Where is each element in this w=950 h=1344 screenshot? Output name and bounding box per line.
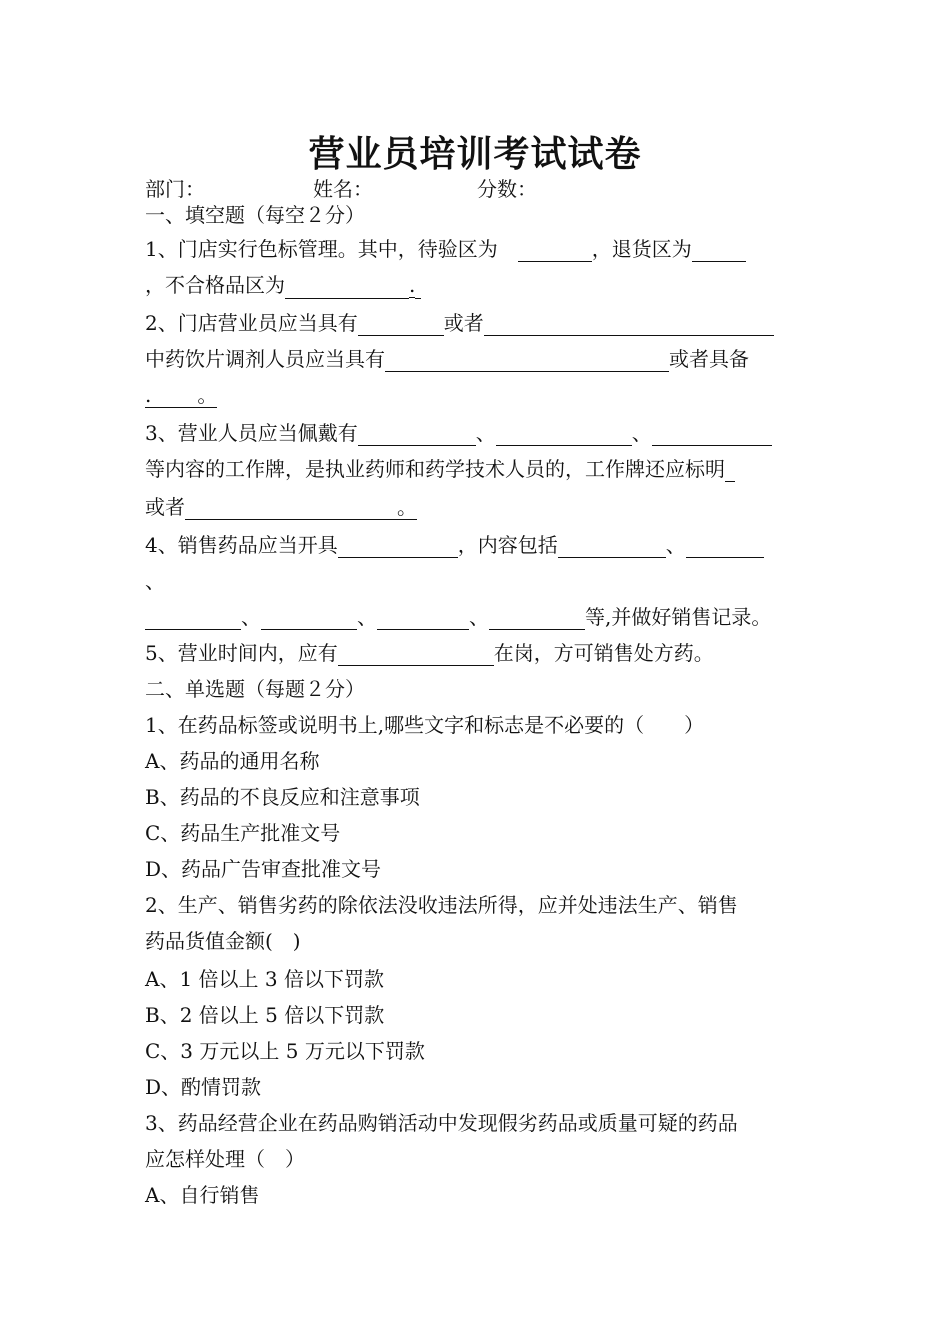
q1-blank-1[interactable] bbox=[518, 239, 592, 262]
q4-blank-4[interactable] bbox=[145, 607, 241, 630]
q3-text-f: 。 bbox=[397, 495, 417, 519]
q5-text-b: 在岗，方可销售处方药。 bbox=[493, 641, 714, 665]
q2-text-e: . bbox=[145, 383, 152, 407]
q4-blank-3[interactable] bbox=[686, 535, 764, 558]
q3-blank-1[interactable] bbox=[358, 423, 476, 446]
choice-q1-option-a[interactable]: A、药品的通用名称 bbox=[145, 749, 320, 773]
q5-blank-1[interactable] bbox=[338, 643, 494, 666]
fill-question-3-line-3 bbox=[145, 494, 417, 520]
q2-text-b: 或者 bbox=[443, 311, 484, 335]
q2-text-c: 中药饮片调剂人员应当具有 bbox=[145, 347, 385, 371]
q3-text-b: 、 bbox=[475, 421, 496, 445]
q1-blank-2[interactable] bbox=[692, 239, 746, 262]
choice-q2-option-c[interactable]: C、3 万元以上 5 万元以下罚款 bbox=[145, 1039, 425, 1063]
choice-q1-option-d[interactable]: D、药品广告审查批准文号 bbox=[145, 857, 382, 881]
choice-q2-option-d[interactable]: D、酌情罚款 bbox=[145, 1075, 262, 1099]
fill-question-2-line-3 bbox=[145, 382, 217, 408]
q1-blank-tail bbox=[415, 276, 421, 299]
q4-text-d: 、 bbox=[145, 569, 165, 593]
page-title: 营业员培训考试试卷 bbox=[308, 133, 642, 175]
q1-text-a: 1、门店实行色标管理。其中，待验区为 bbox=[145, 237, 498, 261]
q4-blank-2[interactable] bbox=[558, 535, 666, 558]
fill-question-4-line-3 bbox=[145, 604, 771, 630]
fill-question-2-line-1 bbox=[145, 310, 774, 336]
choice-q2-option-a[interactable]: A、1 倍以上 3 倍以下罚款 bbox=[145, 967, 384, 991]
fill-question-2-line-2 bbox=[145, 346, 749, 372]
q4-blank-6[interactable] bbox=[377, 607, 469, 630]
choice-question-1-stem: 1、在药品标签或说明书上,哪些文字和标志是不必要的（ ） bbox=[145, 713, 705, 737]
header-row bbox=[145, 176, 537, 202]
q3-blank-4[interactable] bbox=[725, 459, 735, 482]
q2-blank-2[interactable] bbox=[484, 313, 774, 336]
q3-blank-3[interactable] bbox=[652, 423, 772, 446]
q5-text-a: 5、营业时间内，应有 bbox=[145, 641, 338, 665]
q4-text-c: 、 bbox=[665, 533, 686, 557]
q4-text-e: 、 bbox=[241, 605, 261, 629]
q2-text-f: 。 bbox=[197, 383, 218, 407]
choice-q1-option-b[interactable]: B、药品的不良反应和注意事项 bbox=[145, 785, 420, 809]
fill-question-5 bbox=[145, 640, 714, 666]
q4-text-g: 、 bbox=[469, 605, 489, 629]
fill-question-4-line-2 bbox=[145, 568, 165, 594]
choice-q2-option-b[interactable]: B、2 倍以上 5 倍以下罚款 bbox=[145, 1003, 385, 1027]
q2-text-d: 或者具备 bbox=[669, 347, 749, 371]
q3-text-e: 或者 bbox=[145, 495, 185, 519]
choice-q3-option-a[interactable]: A、自行销售 bbox=[145, 1183, 260, 1207]
q2-text-a-label: 2、门店营业员应当具有 bbox=[145, 311, 358, 335]
choice-question-3-stem-line-2: 应怎样处理（ ） bbox=[145, 1147, 305, 1171]
q3-text-c: 、 bbox=[631, 421, 652, 445]
q2-blank-3[interactable] bbox=[385, 349, 669, 372]
q4-text-h: 等,并做好销售记录。 bbox=[585, 605, 772, 629]
q1-text-c: ，不合格品区为 bbox=[145, 273, 285, 297]
q3-blank-2[interactable] bbox=[496, 423, 632, 446]
fill-question-3-line-1 bbox=[145, 420, 772, 446]
fill-question-1-line-2 bbox=[145, 272, 421, 299]
choice-question-3-stem-line-1: 3、药品经营企业在药品购销活动中发现假劣药品或质量可疑的药品 bbox=[145, 1111, 738, 1135]
section-heading-single-choice: 二、单选题（每题２分） bbox=[145, 677, 365, 701]
section-heading-fill-in: 一、填空题（每空２分） bbox=[145, 203, 365, 227]
q4-text-f: 、 bbox=[357, 605, 377, 629]
q2-blank-4[interactable] bbox=[145, 383, 217, 408]
score-label: 分数： bbox=[477, 177, 537, 201]
q3-text-a: 3、营业人员应当佩戴有 bbox=[145, 421, 358, 445]
q1-text-d: . bbox=[409, 273, 416, 297]
q1-text-b: ，退货区为 bbox=[591, 237, 692, 261]
q4-blank-1[interactable] bbox=[338, 535, 458, 558]
q3-blank-5[interactable] bbox=[185, 495, 417, 520]
choice-question-2-stem-line-1: 2、生产、销售劣药的除依法没收违法所得，应并处违法生产、销售 bbox=[145, 893, 738, 917]
q1-blank-3[interactable] bbox=[285, 276, 409, 299]
dept-label: 部门： bbox=[145, 177, 205, 201]
q3-text-d: 等内容的工作牌，是执业药师和药学技术人员的，工作牌还应标明 bbox=[145, 457, 725, 481]
q4-blank-5[interactable] bbox=[261, 607, 357, 630]
q4-blank-7[interactable] bbox=[489, 607, 585, 630]
name-label: 姓名： bbox=[313, 177, 373, 201]
q2-blank-1[interactable] bbox=[358, 313, 444, 336]
choice-question-2-stem-line-2: 药品货值金额( ) bbox=[145, 929, 301, 953]
choice-q1-option-c[interactable]: C、药品生产批准文号 bbox=[145, 821, 341, 845]
fill-question-3-line-2 bbox=[145, 456, 735, 482]
q4-text-a: 4、销售药品应当开具 bbox=[145, 533, 338, 557]
fill-question-4-line-1 bbox=[145, 532, 764, 558]
q4-text-b: ，内容包括 bbox=[457, 533, 558, 557]
fill-question-1-line-1 bbox=[145, 236, 746, 262]
